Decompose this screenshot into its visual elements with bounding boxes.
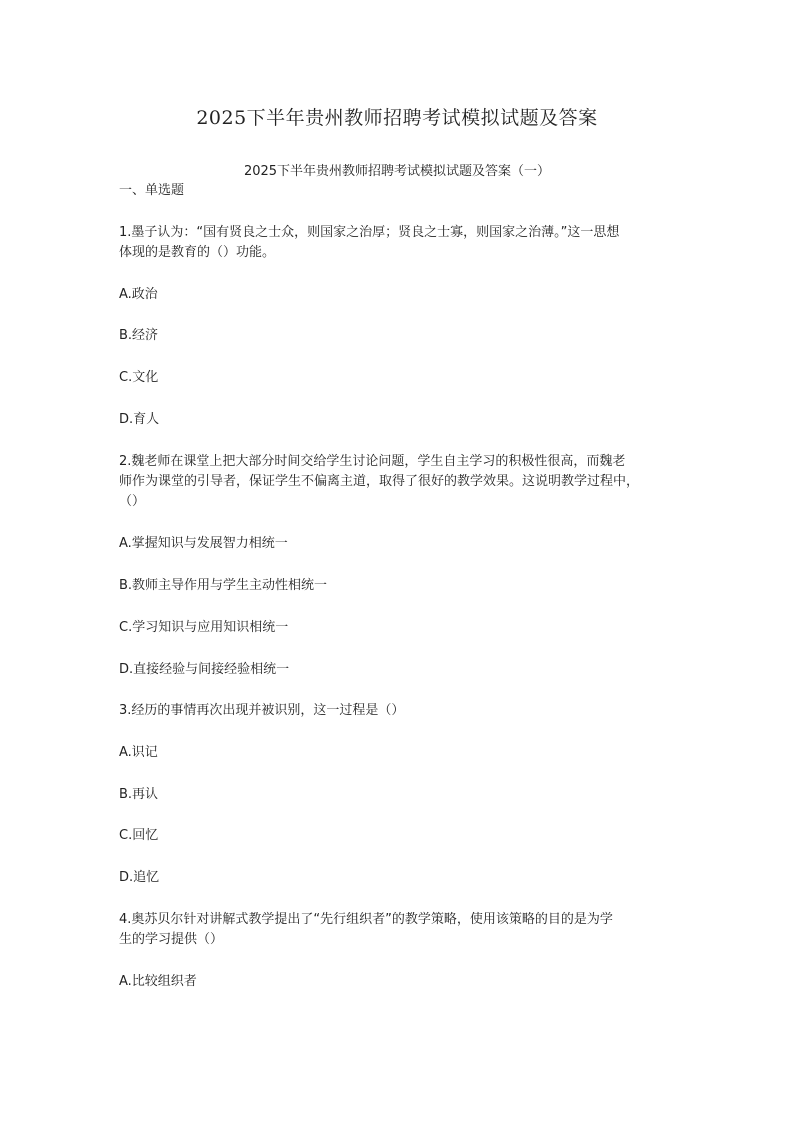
question-3-option-b: B.再认 bbox=[119, 787, 159, 802]
question-2-option-a: A.掌握知识与发展智力相统一 bbox=[119, 536, 288, 551]
question-2-line-3: （） bbox=[119, 494, 146, 509]
question-2-option-c: C.学习知识与应用知识相统一 bbox=[119, 620, 289, 635]
question-3-line-1: 3.经历的事情再次出现并被识别，这一过程是（） bbox=[119, 703, 405, 718]
question-1-option-a: A.政治 bbox=[119, 287, 158, 302]
document-title: 2025下半年贵州教师招聘考试模拟试题及答案 bbox=[196, 107, 598, 129]
question-2-line-2: 师作为课堂的引导者，保证学生不偏离主道，取得了很好的教学效果。这说明教学过程中， bbox=[119, 474, 640, 489]
document-subtitle: 2025下半年贵州教师招聘考试模拟试题及答案（一） bbox=[243, 164, 551, 179]
question-3-option-a: A.识记 bbox=[119, 745, 158, 760]
question-3-option-c: C.回忆 bbox=[119, 828, 159, 843]
question-2-option-b: B.教师主导作用与学生主动性相统一 bbox=[119, 578, 328, 593]
question-1-option-c: C.文化 bbox=[119, 370, 159, 385]
question-1-line-2: 体现的是教育的（）功能。 bbox=[119, 245, 276, 260]
question-2-option-d: D.直接经验与间接经验相统一 bbox=[119, 662, 290, 677]
question-4-line-2: 生的学习提供（） bbox=[119, 932, 224, 947]
question-4-option-a: A.比较组织者 bbox=[119, 974, 197, 989]
question-1-line-1: 1.墨子认为：“国有贤良之士众，则国家之治厚；贤良之士寡，则国家之治薄。”这一思想 bbox=[119, 225, 620, 240]
question-3-option-d: D.追忆 bbox=[119, 870, 160, 885]
question-1-option-b: B.经济 bbox=[119, 328, 159, 343]
section-heading: 一、单选题 bbox=[119, 183, 185, 198]
question-2-line-1: 2.魏老师在课堂上把大部分时间交给学生讨论问题，学生自主学习的积极性很高，而魏老 bbox=[119, 454, 626, 469]
question-1-option-d: D.育人 bbox=[119, 412, 160, 427]
question-4-line-1: 4.奥苏贝尔针对讲解式教学提出了“先行组织者”的教学策略，使用该策略的目的是为学 bbox=[119, 912, 613, 927]
